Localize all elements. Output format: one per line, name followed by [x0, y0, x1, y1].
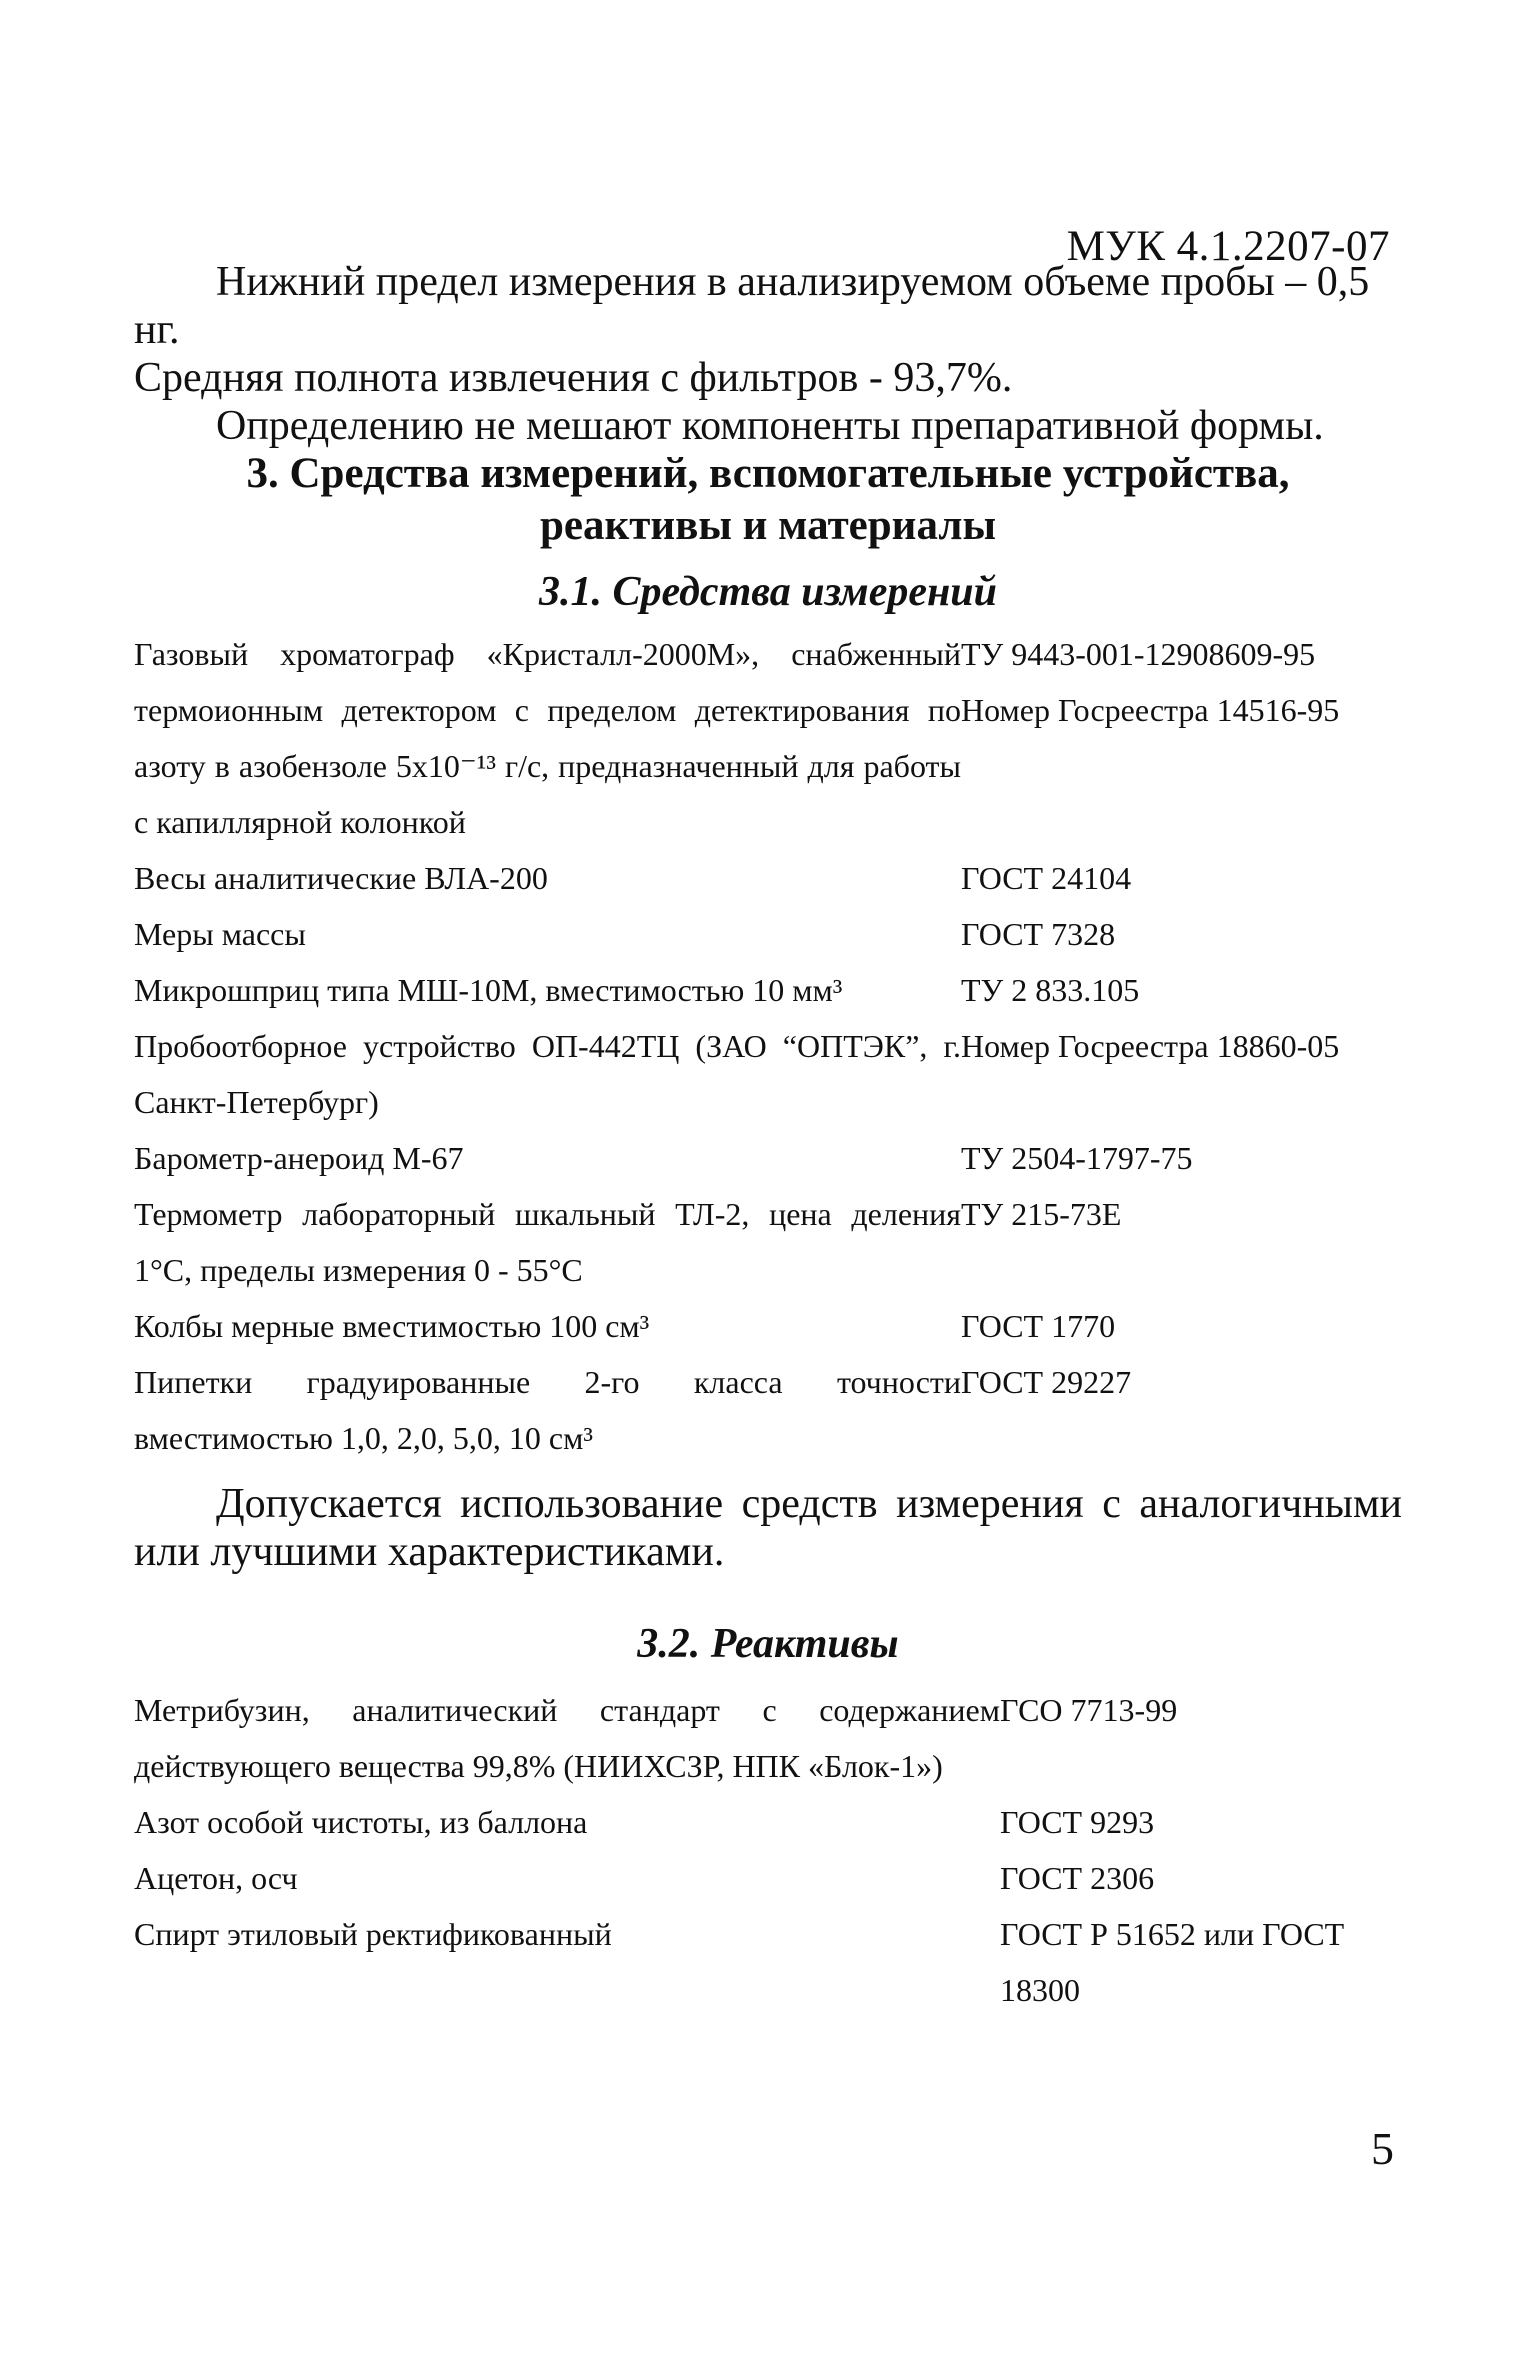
- item-name: Спирт этиловый ректификованный: [134, 1916, 612, 1952]
- item-name: Микрошприц типа МШ-10М, вместимостью 10 мм³: [134, 972, 843, 1008]
- item-name: Метрибузин, аналитический стандарт с содержанием действующего вещества 99,8% (НИИХСЗР, НПК «Блок-1»): [134, 1692, 1000, 1784]
- section-3-title-line-2: реактивы и материалы: [539, 502, 997, 549]
- item-standard: ГОСТ 2306: [1000, 1860, 1155, 1896]
- list-item: [134, 1906, 1402, 2018]
- intro-line-1: Нижний предел измерения в анализируемом объеме пробы – 0,5 нг.: [134, 259, 1370, 353]
- list-item: [134, 626, 1402, 850]
- item-standard: ГОСТ 9293: [1000, 1804, 1155, 1840]
- item-standard: ГОСТ Р 51652 или ГОСТ 18300: [1000, 1916, 1345, 2008]
- item-standard: ГСО 7713-99: [1000, 1692, 1178, 1728]
- item-name: Пробоотборное устройство ОП-442ТЦ (ЗАО “ОПТЭК”, г. Санкт-Петербург): [134, 1028, 961, 1120]
- list-item: [134, 850, 1402, 906]
- list-item: [134, 1298, 1402, 1354]
- item-name: Барометр-анероид М-67: [134, 1140, 464, 1176]
- list-item: [134, 1794, 1402, 1850]
- list-item: [134, 1186, 1402, 1298]
- list-item: [134, 962, 1402, 1018]
- list-item: [134, 1130, 1402, 1186]
- reagents-list: [134, 1682, 1402, 2018]
- list-item: [134, 1682, 1402, 1794]
- item-standard: ГОСТ 7328: [961, 916, 1116, 952]
- item-standard: ТУ 2 833.105: [961, 972, 1140, 1008]
- item-standard: ТУ 215-73Е: [961, 1196, 1122, 1232]
- page-number: 5: [1371, 2123, 1394, 2174]
- note-paragraph: Допускается использование средств измерения с аналогичными или лучшими характеристиками.: [134, 1481, 1402, 1575]
- subsection-3-2-title: 3.2. Реактивы: [637, 1621, 899, 1667]
- item-standard: ГОСТ 29227: [961, 1364, 1132, 1400]
- intro-line-3: Определению не мешают компоненты препаративной формы.: [216, 403, 1324, 449]
- item-standard: Номер Госреестра 18860-05: [961, 1028, 1340, 1064]
- list-item: [134, 1354, 1402, 1466]
- item-standard: ТУ 2504-1797-75: [961, 1140, 1193, 1176]
- item-name: Ацетон, осч: [134, 1860, 298, 1896]
- item-standard: ГОСТ 1770: [961, 1308, 1116, 1344]
- intro-line-2: Средняя полнота извлечения с фильтров - 93,7%.: [134, 355, 1013, 401]
- item-name: Пипетки градуированные 2-го класса точности вместимостью 1,0, 2,0, 5,0, 10 см³: [134, 1364, 961, 1456]
- item-name: Весы аналитические ВЛА-200: [134, 860, 548, 896]
- instruments-list: [134, 626, 1402, 1466]
- item-name: Колбы мерные вместимостью 100 см³: [134, 1308, 650, 1344]
- item-name: Термометр лабораторный шкальный ТЛ-2, цена деления 1°С, пределы измерения 0 - 55°С: [134, 1196, 961, 1288]
- document-code: МУК 4.1.2207-07: [1066, 223, 1390, 270]
- item-name: Газовый хроматограф «Кристалл-2000М», снабженный термоионным детектором с пределом детектирования по азоту в азобензоле 5x10⁻¹³ г/с, предназначенный для работы с капиллярной колонкой: [134, 636, 961, 840]
- list-item: [134, 1018, 1402, 1130]
- item-name: Меры массы: [134, 916, 306, 952]
- list-item: [134, 906, 1402, 962]
- item-name: Азот особой чистоты, из баллона: [134, 1804, 588, 1840]
- section-3-title-line-1: 3. Средства измерений, вспомогательные устройства,: [246, 450, 1290, 497]
- section-3-title: [134, 448, 1402, 552]
- item-standard: ТУ 9443-001-12908609-95 Номер Госреестра 14516-95: [961, 636, 1340, 728]
- item-standard: ГОСТ 24104: [961, 860, 1132, 896]
- subsection-3-1-title: 3.1. Средства измерений: [538, 569, 998, 615]
- list-item: [134, 1850, 1402, 1906]
- intro-text: [134, 258, 1402, 450]
